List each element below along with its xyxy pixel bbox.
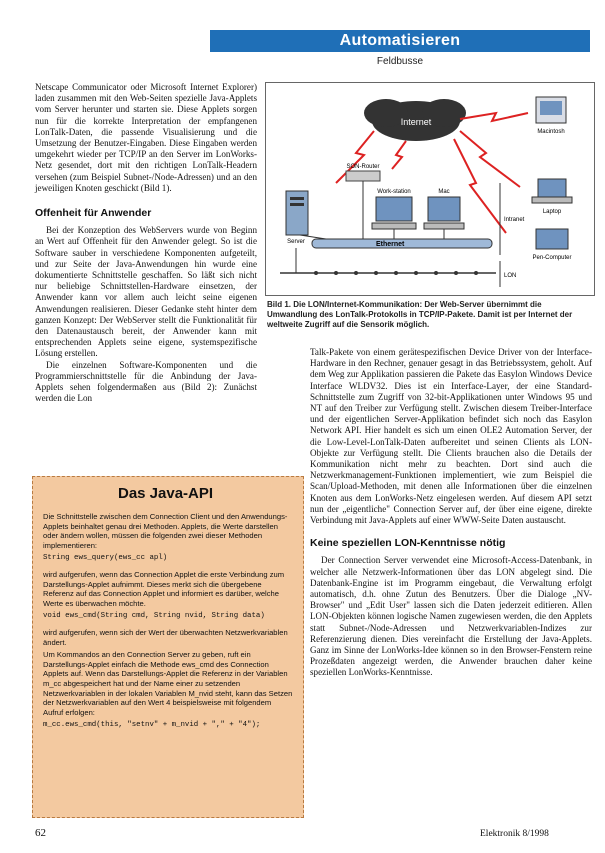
paragraph: Bei der Konzeption des WebServers wurde von Beginn an Wert auf Offenheit für den Anwender gelegt. So ist die Software sauber in verschiedene Komponenten aufgeteilt, und zur Seite der Java-Anwendungen hin wurde eine dokumentierte Schnittstelle geschaffen. So läßt sich nicht nur beliebige Schnittstellen-Hardware einsetzen, der Anwender kann vor allem auch leicht seine eigenen Anwendungen realisieren. Dieser Gedanke steht hinter dem ganzen Konzept: Der WebServer stellt die Funktionalität für den Datenaustausch bereit, der Anwender kann mit entsprechenden Applets seine eigene, systemspezifische Lösung erstellen. xyxy=(35,225,257,359)
network-diagram xyxy=(266,83,594,295)
paragraph: Netscape Communicator oder Microsoft Internet Explorer) laden zusammen mit den Web-Seiten spezielle Java-Applets vom Server herunter und starten sie. Diese Applets sorgen nun für die korrekte Interpretation der empfangenen LonTalk-Daten, die passende Visualisierung und die Umsetzung der Benutzer-Eingaben. Diese Eingaben werden umgekehrt wieder per TCP/IP an den Server im LonWorks-Netz gesendet, dort mit den richtigen LonTalk-Headern versehen (zum Beispiel Subnet-/Node-Adressen) und an den jeweiligen Knoten geschickt (Bild 1). xyxy=(35,82,257,193)
svg-text:Pen-Computer: Pen-Computer xyxy=(532,255,572,261)
section-header: Automatisieren xyxy=(210,30,590,52)
section-heading: Offenheit für Anwender xyxy=(35,207,152,220)
code-line: m_cc.ews_cmd(this, "setnv" + m_nvid + "," + "4"); xyxy=(43,721,261,730)
code-line: String ews_query(ews_cc apl) xyxy=(43,554,168,563)
page-number: 62 xyxy=(35,827,46,839)
paragraph: Die einzelnen Software-Komponenten und die Programmierschnittstelle für die Anbindung der Java-Applets sehen folgendermaßen aus (Bild 2): Zunächst werden die Lon xyxy=(35,359,257,404)
workstation-icon xyxy=(372,189,416,229)
caption-text: Die LON/Internet-Kommunikation: Der Web-Server übernimmt die Umwandlung des LonTalk-Protokolls in TCP/IP-Pakete. Damit ist per Internet der weltweite Zugriff auf die Sensorik möglich. xyxy=(267,300,573,329)
svg-text:Ethernet: Ethernet xyxy=(376,241,405,248)
box-title: Das Java-API xyxy=(118,485,214,502)
son-router xyxy=(346,164,380,181)
svg-text:Mac: Mac xyxy=(438,189,450,195)
intranet-label: Intranet xyxy=(504,217,525,223)
box-paragraph: Die Schnittstelle zwischen dem Connection Client und den Anwendungs-Applets beinhaltet genau drei Methoden. Applets, die Werte darstellen oder ändern wollen, müssen die folgenden zwei dieser Methoden implementieren: xyxy=(43,512,288,550)
link-bolt xyxy=(460,131,520,187)
internet-cloud xyxy=(364,99,466,141)
figure-caption xyxy=(267,300,592,330)
svg-text:SON-Router: SON-Router xyxy=(346,164,380,170)
section-heading: Keine speziellen LON-Kenntnisse nötig xyxy=(310,537,506,550)
pen-computer-icon xyxy=(532,229,571,261)
box-paragraph: wird aufgerufen, wenn sich der Wert der überwachten Netzwerkvariablen ändert. xyxy=(43,627,288,647)
svg-text:Laptop: Laptop xyxy=(542,209,562,215)
java-api-box xyxy=(32,476,304,818)
caption-label: Bild 1. xyxy=(267,300,292,309)
svg-text:Server: Server xyxy=(287,239,305,245)
network-figure xyxy=(265,82,595,296)
code-line: void ews_cmd(String cmd, String nvid, String data) xyxy=(43,612,265,621)
lon-bus xyxy=(280,248,516,287)
macintosh-icon xyxy=(536,97,566,135)
internet-label: Internet xyxy=(400,117,432,127)
right-column xyxy=(310,347,592,679)
left-column xyxy=(35,82,257,404)
svg-text:Macintosh: Macintosh xyxy=(537,129,565,135)
mac-icon xyxy=(424,189,464,229)
link-bolt xyxy=(454,139,506,233)
paragraph: Der Connection Server verwendet eine Microsoft-Access-Datenbank, in welcher alle Netzwerk-Informationen über das LON abgelegt sind. Die Datenbank-Engine ist im Programm eingebaut, die Verwaltung erfolgt automatisch, d.h. ohne Zutun des Benutzers. Über die Dialoge „NV-Browser" und „Edit User" lassen sich die Daten jederzeit editieren. Allen LON-Objekten können logische Namen zugewiesen werden, die den Applets statt Subnet-/Node-Adressen und Netzwerkvariablen-Indizes zur Referenzierung dienen. Dies vereinfacht die Erstellung der Java-Applets. Ganz im Sinne der LonWorks-Idee können so in den Browser-Fenstern reine Prozeßdaten angezeigt werden, die Anwender brauchen daher keine speziellen LonWorks-Kenntnisse. xyxy=(310,555,592,678)
lon-label: LON xyxy=(504,273,517,279)
svg-text:Work-station: Work-station xyxy=(377,189,411,195)
server-icon xyxy=(286,191,308,245)
subsection-label: Feldbusse xyxy=(376,56,424,67)
laptop-icon xyxy=(532,179,572,215)
box-paragraph: Um Kommandos an den Connection Server zu geben, ruft ein Darstellungs-Applet einfach die Methode ews_cmd des Connection Applets auf. Wenn das Darstellungs-Applet die Referenz in der Variablen m_cc abgespeichert hat und der Name einer zu setzenden Netzwerkvariablen in der lokalen Variablen M_nvid steht, kann das Setzen der Netzwerkvariablen auf den Wert 4 beispielsweise mit folgendem Aufruf erfolgen: xyxy=(43,650,293,717)
link-bolt xyxy=(392,141,406,169)
box-paragraph: wird aufgerufen, wenn das Connection Applet die erste Verbindung zum Darstellungs-Applet aufnimmt. Dieses merkt sich die übergebene Referenz auf das Connection Applet und informiert es darüber, welche Werte es überwachen möchte. xyxy=(43,569,285,608)
link-bolt xyxy=(460,113,528,121)
paragraph: Talk-Pakete von einem gerätespezifischen Device Driver von der Interface-Hardware in den Rechner, genauer gesagt in das Betriebssystem, geholt. Auf dem Weg zur Applikation passieren die Pakete das Easylon Windows Device Interface WLDV32. Dies ist ein Interface-Layer, der eine Standard-Schnittstelle zum Zugriff von 32-bit-Applikationen unter Windows 95 und NT auf den Treiber zur Verfügung stellt. Zwischen diesem Treiber-Interface und der eigentlichen Server-Applikation befindet sich noch das Easylon Network API. Hier handelt es sich um einen OLE2 Automation Server, der die Low-Level-LonTalk-Daten aufbereitet und seinen Clients als LON-Objekte zur Verfügung stellt. Die Clients brauchen also die Details der Kommunikation nicht mehr zu beachten. Dort sind auch die Netzwerkmanagement-Funktionen implementiert, wie zum Beispiel die Scan/Upload-Methoden, mit denen alle Informationen über die einzelnen Knoten aus dem LonWorks-Netz eingelesen werden. Auf diesem API setzt nun der „eigentliche" Connection Server auf, der über eine eigene, direkte Verbindung mit Java-Applets auf einer WWW-Seite Daten austauscht. xyxy=(310,347,592,526)
journal-issue: Elektronik 8/1998 xyxy=(480,829,549,839)
